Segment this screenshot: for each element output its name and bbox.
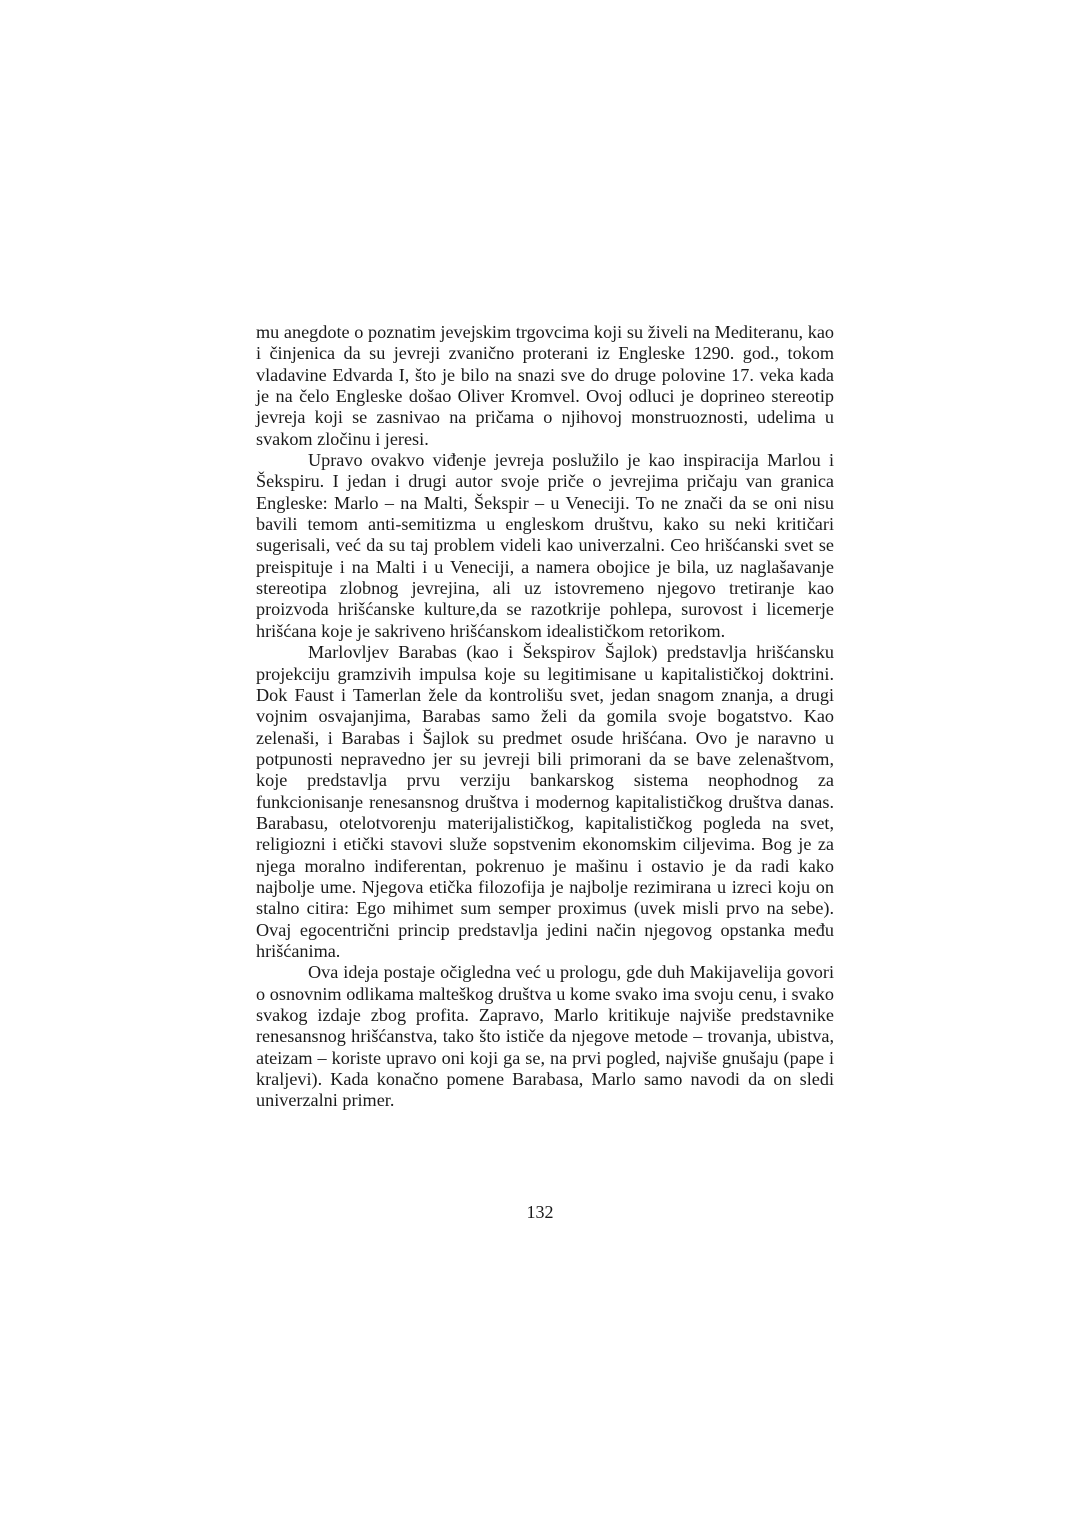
paragraph: Ova ideja postaje očigledna već u prologu, gde duh Makijavelija govori o osnovnim odlikama malteškog društva u kome svako ima svoju cenu, i svako svakog izdaje zbog profita. Zapravo, Marlo kritikuje najviše predstavnike renesansnog hrišćanstva, tako što ističe da njegove metode – trovanja, ubistva, ateizam – koriste upravo oni koji ga se, na prvi pogled, najviše gnušaju (pape i kraljevi). Kada konačno pomene Barabasa, Marlo samo navodi da on sledi univerzalni primer. — [256, 962, 834, 1111]
page-number: 132 — [526, 1202, 554, 1222]
paragraph: Upravo ovakvo viđenje jevreja poslužilo je kao inspiracija Marlou i Šekspiru. I jedan i drugi autor svoje priče o jevrejima pričaju van granica Engleske: Marlo – na Malti, Šekspir – u Veneciji. To ne znači da se oni nisu bavili temom anti-semitizma u engleskom društvu, kako su neki kritičari sugerisali, već da su taj problem videli kao univerzalni. Ceo hrišćanski svet se preispituje i na Malti i u Veneciji, a namera obojice je bila, uz naglašavanje stereotipa zlobnog jevrejina, ali uz istovremeno njegovo tretiranje kao proizvoda hrišćanske kulture,da se razotkrije pohlepa, surovost i licemerje hrišćana koje je sakriveno hrišćanskom idealističkom retorikom. — [256, 450, 834, 641]
paragraph-continuation: mu anegdote o poznatim jevejskim trgovcima koji su živeli na Mediteranu, kao i činjenica da su jevreji zvanično proterani iz Engleske 1290. god., tokom vladavine Edvarda I, što je bilo na snazi sve do druge polovine 17. veka kada je na čelo Engleske došao Oliver Kromvel. Ovoj odluci je doprineo stereotip jevreja koji se zasnivao na pričama o njihovoj monstruoznosti, udelima u svakom zločinu i jeresi. — [256, 322, 834, 449]
paragraph: Marlovljev Barabas (kao i Šekspirov Šajlok) predstavlja hrišćansku projekciju gramzivih impulsa koje su legitimisane u kapitalističkoj doktrini. Dok Faust i Tamerlan žele da kontrolišu svet, jedan snagom znanja, a drugi vojnim osvajanjima, Barabas samo želi da gomila svoje bogatstvo. Kao zelenaši, i Barabas i Šajlok su predmet osude hrišćana. Ovo je naravno u potpunosti nepravedno jer su jevreji bili primorani da se bave zelenaštvom, koje predstavlja prvu verziju bankarskog sistema neophodnog za funkcionisanje renesansnog društva i modernog kapitalističkog društva danas. Barabasu, otelotvorenju materijalističkog, kapitalističkog pogleda na svet, religiozni i etički stavovi služe sopstvenim ekonomskim ciljevima. Bog je za njega moralno indiferentan, pokrenuo je mašinu i ostavio je da radi kako najbolje ume. Njegova etička filozofija je najbolje rezimirana u izreci koju on stalno citira: Ego mihimet sum semper proximus (uvek misli prvo na sebe). Ovaj egocentrični princip predstavlja jedini način njegovog opstanka među hrišćanima. — [256, 642, 834, 961]
body-text — [256, 322, 834, 1112]
